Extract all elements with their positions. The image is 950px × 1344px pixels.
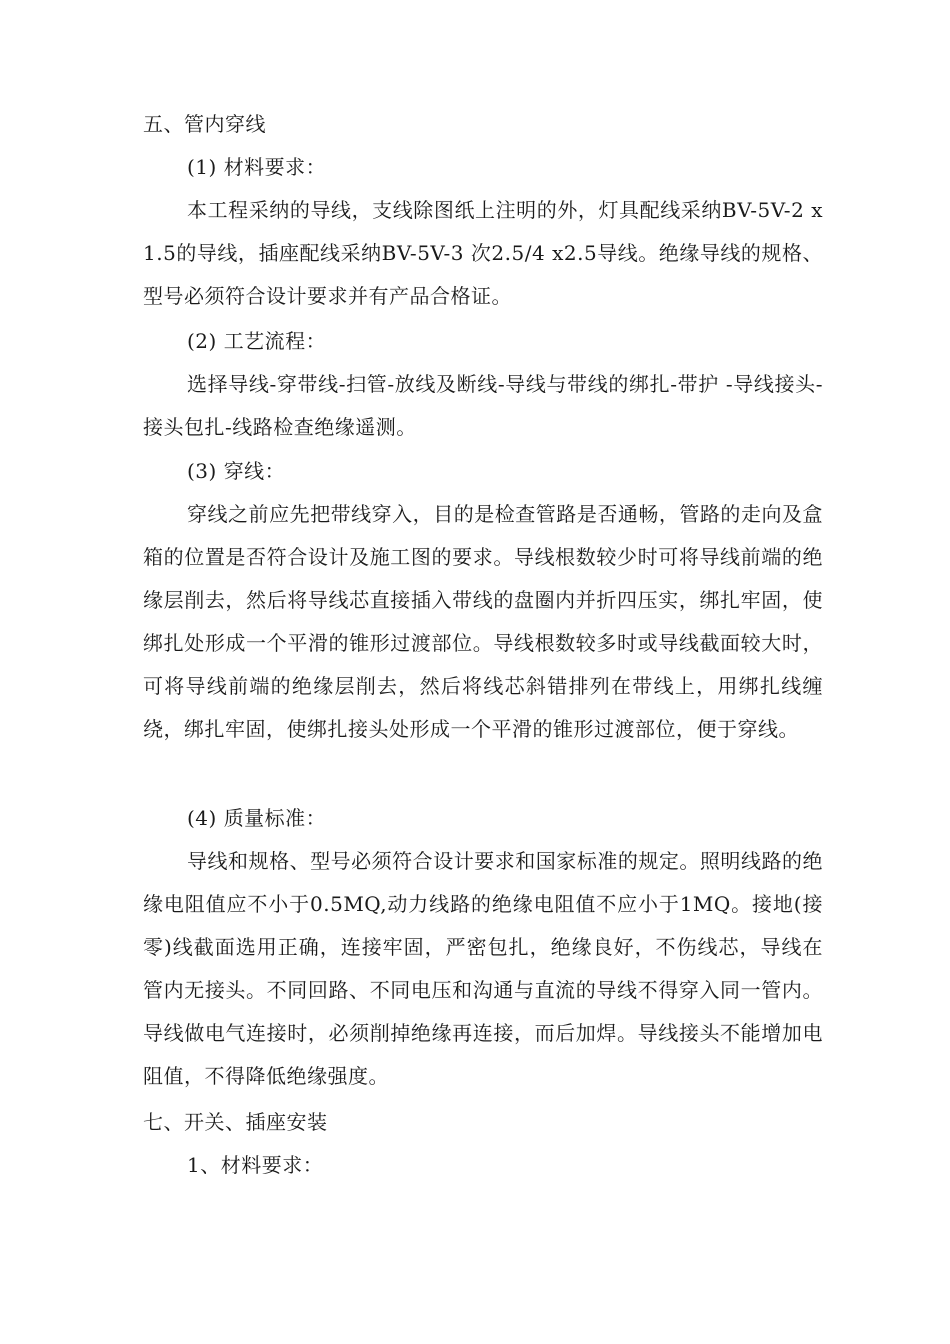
item-3-body: 穿线之前应先把带线穿入，目的是检查管路是否通畅，管路的走向及盒箱的位置是否符合设计及施工图的要求。导线根数较少时可将导线前端的绝缘层削去，然后将导线芯直接插入带线的盘圈内并折四压实，绑扎牢固，使绑扎处形成一个平滑的锥形过渡部位。导线根数较多时或导线截面较大时，可将导线前端的绝缘层削去，然后将线芯斜错排列在带线上，用绑扎线缠绕，绑扎牢固，使绑扎接头处形成一个平滑的锥形过渡部位，便于穿线。 — [143, 502, 823, 741]
section-7-title: 七、开关、插座安装 — [143, 1110, 328, 1134]
item-4-body: 导线和规格、型号必须符合设计要求和国家标准的规定。照明线路的绝缘电阻值应不小于0.5MQ,动力线路的绝缘电阻值不应小于1MQ。接地(接零)线截面选用正确，连接牢固，严密包扎，绝缘良好，不伤线芯，导线在管内无接头。不同回路、不同电压和沟通与直流的导线不得穿入同一管内。导线做电气连接时，必须削掉绝缘再连接，而后加焊。导线接头不能增加电阻值，不得降低绝缘强度。 — [143, 849, 823, 1088]
item-2-heading: (2) 工艺流程： — [187, 329, 327, 353]
item-1-body: 本工程采纳的导线，支线除图纸上注明的外，灯具配线采纳BV-5V-2 x 1.5的导线，插座配线采纳BV-5V-3 次2.5/4 x2.5导线。绝缘导线的规格、型号必须符合设计要求并有产品合格证。 — [143, 198, 823, 308]
item-2-body: 选择导线-穿带线-扫管-放线及断线-导线与带线的绑扎-带护 -导线接头-接头包扎-线路检查绝缘遥测。 — [143, 372, 823, 439]
item-3-heading: (3) 穿线： — [187, 459, 286, 483]
item-1-heading: (1) 材料要求： — [187, 155, 327, 179]
section-7-item-1-heading: 1、材料要求： — [187, 1153, 324, 1177]
item-4-heading: (4) 质量标准： — [187, 806, 327, 830]
section-5-title: 五、管内穿线 — [143, 112, 266, 136]
